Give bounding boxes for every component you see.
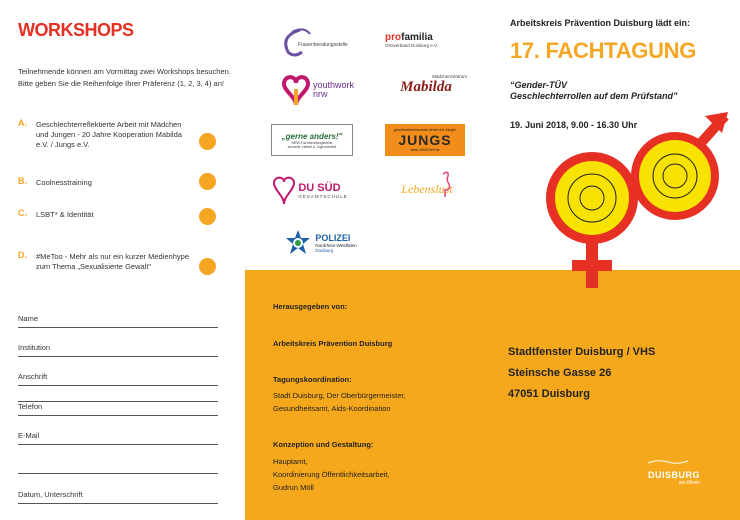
jungs-logo: [385, 124, 465, 156]
workshop-b-preference-circle[interactable]: [199, 173, 216, 190]
polizei-sub1: Nordrhein-Westfalen: [315, 243, 357, 248]
konz-line-1: Hauptamt,: [273, 457, 308, 466]
workshop-text: #MeToo - Mehr als nur ein kurzer Medienhype zum Thema „Sexualisierte Gewalt": [36, 252, 189, 271]
workshops-title: WORKSHOPS: [18, 20, 134, 40]
wave-icon: [648, 459, 688, 465]
frauenberatung-text: Frauenberatungsstelle: [298, 42, 348, 48]
frauenberatung-logo: [270, 22, 350, 62]
event-subtitle-line-1: “Gender-TÜV: [510, 80, 568, 90]
workshop-c-preference-circle[interactable]: [199, 208, 216, 225]
workshops-intro: Teilnehmende können am Vormittag zwei Workshops besuchen. Bitte geben Sie die Reihenfolge Ihrer Präferenz (1, 2, 3, 4) an!: [18, 67, 231, 88]
workshop-letter: A.: [18, 118, 27, 128]
workshop-text: Coolnesstraining: [36, 178, 92, 187]
hrsg-value: Arbeitskreis Prävention Duisburg: [273, 339, 393, 348]
workshop-a-preference-circle[interactable]: [199, 133, 216, 150]
koord-label: Tagungskoordination:: [273, 375, 352, 384]
address-line-1: Stadtfenster Duisburg / VHS: [508, 346, 656, 358]
koord-line-2: Gesundheitsamt, Aids-Koordination: [273, 404, 391, 413]
konz-label: Konzeption und Gestaltung:: [273, 440, 374, 449]
institution-label: Institution: [18, 343, 51, 352]
duisburg-sub: am Rhein: [678, 480, 701, 486]
gender-tuev-seal-icon: [540, 108, 730, 298]
jungs-sub: www.JUNGSeV.de: [410, 148, 440, 152]
jungs-text: JUNGS: [398, 132, 452, 148]
profamilia-sub: Ortsverband Duisburg e.V.: [385, 43, 438, 48]
institution-field[interactable]: [18, 343, 218, 357]
konz-line-2: Koordinierung Öffentlichkeitsarbeit,: [273, 470, 390, 479]
workshop-text: LSBT* & Identität: [36, 210, 94, 219]
heart-outline-icon: [272, 174, 296, 206]
mabilda-text: Mabilda: [400, 79, 452, 95]
youthwork-text: youthwork: [312, 80, 355, 90]
dusued-logo: [269, 172, 351, 208]
duisburg-city-logo: [648, 452, 700, 486]
event-subtitle: [510, 80, 678, 102]
profamilia-logo: [385, 28, 465, 52]
heart-icon: [282, 73, 310, 107]
lebenslust-logo: [385, 172, 469, 206]
workshop-text: Geschlechterreflektierte Arbeit mit Mädchen und Jungen - 20 Jahre Kooperation Mabilda e.V. / Jungs e.V.: [36, 120, 182, 149]
lebenslust-text: Lebenslust: [401, 181, 453, 196]
polizei-sub2: Duisburg: [315, 248, 334, 253]
police-star-icon: [285, 229, 311, 257]
dusued-text: DU SÜD: [298, 181, 341, 194]
event-title: 17. FACHTAGUNG: [510, 38, 697, 63]
right-panel: [495, 0, 740, 520]
mabilda-logo: [385, 68, 467, 102]
frauenberatung-graphic: [270, 22, 350, 62]
jungs-top: geschlechterbewusste Arbeit mit Jungen: [393, 128, 457, 132]
koord-line-1: Stadt Duisburg, Der Oberbürgermeister,: [273, 391, 406, 400]
hrsg-label: Herausgegeben von:: [273, 302, 348, 311]
workshop-d-preference-circle[interactable]: [199, 258, 216, 275]
anschrift-label: Anschrift: [18, 372, 48, 381]
signature-field[interactable]: [18, 490, 218, 504]
workshop-letter: B.: [18, 176, 27, 186]
address-line-3: 47051 Duisburg: [508, 388, 590, 400]
polizei-logo: [271, 226, 371, 260]
duisburg-text: DUISBURG: [648, 470, 701, 480]
telefon-label: Telefon: [18, 402, 43, 411]
anschrift-field[interactable]: [18, 372, 218, 386]
organizer-line: Arbeitskreis Prävention Duisburg lädt ein:: [510, 18, 691, 28]
event-date: 19. Juni 2018, 9.00 - 16.30 Uhr: [510, 120, 638, 130]
address-line-2: Steinsche Gasse 26: [508, 367, 612, 379]
flamingo-icon: [439, 170, 453, 198]
profamilia-familia: familia: [401, 32, 433, 43]
email-line-2[interactable]: [18, 460, 218, 474]
email-label: E-Mail: [18, 431, 40, 440]
gerne-anders-sub2: sexuelle Vielfalt & Jugendarbeit: [287, 144, 337, 149]
telefon-field[interactable]: [18, 402, 218, 416]
mabilda-top: Mädchenzentrum: [432, 74, 467, 79]
email-field[interactable]: [18, 431, 218, 445]
workshop-letter: D.: [18, 250, 27, 260]
left-panel: [0, 0, 245, 520]
polizei-text: POLIZEI: [315, 233, 351, 243]
dusued-sub: GESAMTSCHULE: [298, 193, 348, 199]
name-field[interactable]: [18, 314, 218, 328]
youthwork-nrw: nrw: [312, 89, 328, 99]
konz-line-3: Gudrun Möll: [273, 483, 314, 492]
anschrift-line-2[interactable]: [18, 388, 218, 402]
youthwork-logo: [273, 72, 363, 108]
name-label: Name: [18, 314, 39, 323]
workshop-letter: C.: [18, 208, 27, 218]
gerne-anders-logo: [271, 124, 353, 156]
gerne-anders-sub1: NRW-Fachberatungsstelle: [291, 140, 333, 145]
gerne-anders-text: „gerne anders!": [281, 131, 343, 141]
signature-label: Datum, Unterschrift: [18, 490, 83, 499]
profamilia-pro: pro: [385, 32, 402, 43]
event-subtitle-line-2: Geschlechterrollen auf dem Prüfstand”: [510, 91, 678, 101]
